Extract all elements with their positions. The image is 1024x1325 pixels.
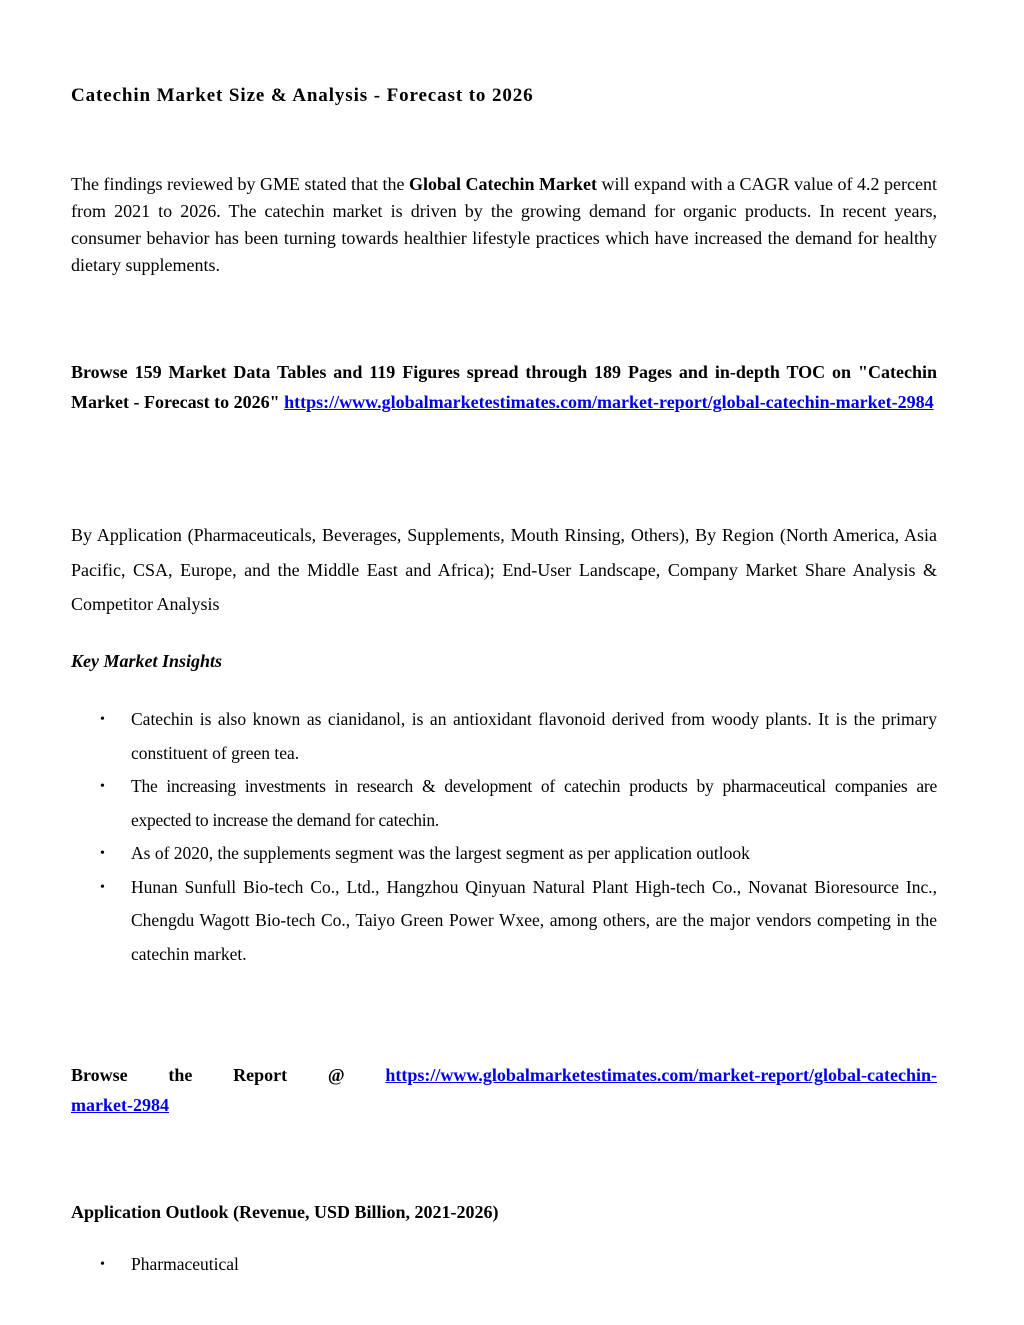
bullet-icon: • <box>100 846 105 861</box>
intro-paragraph <box>71 171 937 279</box>
report-link[interactable]: https://www.globalmarketestimates.com/market-report/global-catechin-market-2984 <box>284 391 934 412</box>
browse-word: Browse <box>71 1065 128 1085</box>
intro-text-end: will expand with a CAGR value of 4.2 percent from 2021 to 2026. The catechin market is driven by the growing demand for organic products. In recent years, consumer behavior has been turning towards healthier lifestyle practices which have increased the demand for healthy dietary supplements. <box>71 174 937 275</box>
key-insights-heading: Key Market Insights <box>71 651 223 671</box>
document-title: Catechin Market Size & Analysis - Forecast to 2026 <box>71 85 534 106</box>
bullet-icon: • <box>100 712 105 727</box>
list-item <box>71 770 937 837</box>
list-item-text: Pharmaceutical <box>131 1254 239 1274</box>
segmentation-paragraph: By Application (Pharmaceuticals, Beverages, Supplements, Mouth Rinsing, Others), By Region (North America, Asia Pacific, CSA, Europe, and the Middle East and Africa); End-User Landscape, Company Market Share Analysis & Competitor Analysis <box>71 525 937 614</box>
list-item <box>71 837 937 871</box>
list-item-text: Hunan Sunfull Bio-tech Co., Ltd., Hangzhou Qinyuan Natural Plant High-tech Co., Novanat Bioresource Inc., Chengdu Wagott Bio-tech Co., Taiyo Green Power Wxee, among others, are the major vendors competing in the catechin market. <box>131 876 937 964</box>
list-item <box>71 871 937 972</box>
browse-report-line <box>71 1060 937 1090</box>
intro-bold-market-name: Global Catechin Market <box>409 174 597 194</box>
browse-tables-text: Browse 159 Market Data Tables and 119 Figures spread through 189 Pages and in-depth TOC on "Catechin Market - Forecast to 2026" <box>71 362 937 412</box>
the-word: the <box>168 1065 193 1085</box>
list-item-text: As of 2020, the supplements segment was the largest segment as per application outlook <box>131 843 750 863</box>
bullet-icon: • <box>100 779 105 794</box>
list-item <box>71 703 937 770</box>
application-outlook-heading: Application Outlook (Revenue, USD Billion, 2021-2026) <box>71 1202 499 1222</box>
list-item <box>71 1248 937 1282</box>
key-insights-list <box>71 703 937 971</box>
browse-report-paragraph <box>71 1060 937 1120</box>
browse-tables-paragraph <box>71 358 937 417</box>
intro-text-start: The findings reviewed by GME stated that the <box>71 174 409 194</box>
list-item-text: The increasing investments in research & development of catechin products by pharmaceutical companies are expected to increase the demand for catechin. <box>131 776 937 830</box>
at-sign: @ <box>327 1065 345 1085</box>
browse-report-link-line2[interactable]: market-2984 <box>71 1095 169 1115</box>
application-outlook-list <box>71 1248 937 1282</box>
list-item-text: Catechin is also known as cianidanol, is an antioxidant flavonoid derived from woody plants. It is the primary constituent of green tea. <box>131 709 937 763</box>
report-word: Report <box>233 1065 288 1085</box>
bullet-icon: • <box>100 879 105 895</box>
browse-report-link-line1[interactable]: https://www.globalmarketestimates.com/market-report/global-catechin- <box>385 1065 937 1085</box>
bullet-icon: • <box>100 1257 105 1272</box>
browse-report-link-wrap <box>71 1090 937 1120</box>
